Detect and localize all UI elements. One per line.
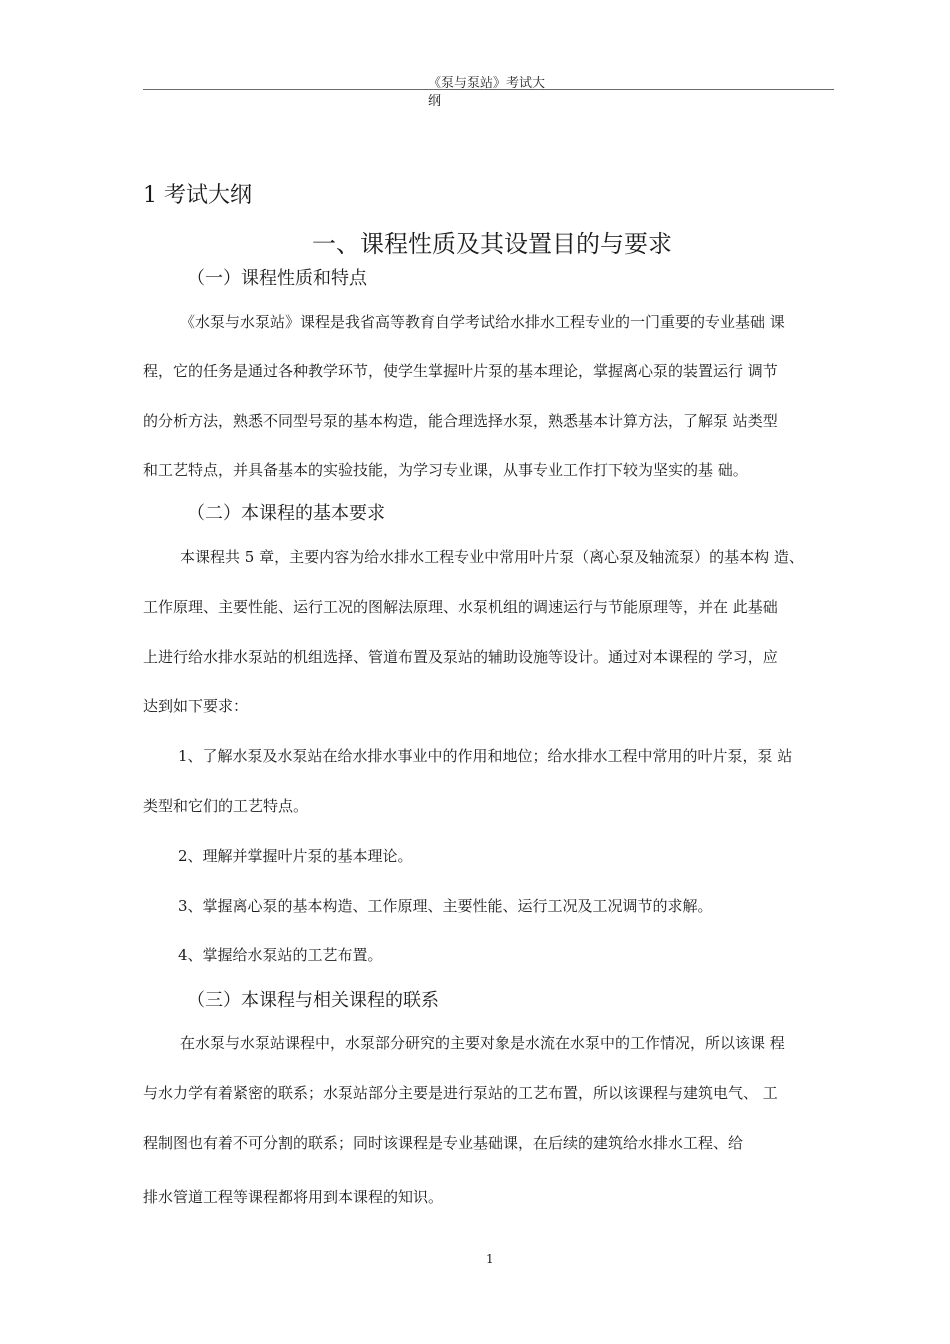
requirement-item: 2、理解并掌握叶片泵的基本理论。 <box>178 847 413 865</box>
section-title: 1 考试大纲 <box>143 183 252 208</box>
paragraph-line: 的分析方法，熟悉不同型号泵的基本构造，能合理选择水泵，熟悉基本计算方法，了解泵 站类型 <box>143 412 778 430</box>
paragraph-line: 和工艺特点，并具备基本的实验技能，为学习专业课，从事专业工作打下较为坚实的基 础。 <box>143 461 748 479</box>
requirement-item: 3、掌握离心泵的基本构造、工作原理、主要性能、运行工况及工况调节的求解。 <box>178 897 713 915</box>
requirement-item: 1、了解水泵及水泵站在给水排水事业中的作用和地位；给水排水工程中常用的叶片泵，泵 站 <box>178 747 793 765</box>
header-rule <box>143 89 834 90</box>
header-title-line1: 《泵与泵站》考试大 <box>428 76 546 91</box>
page-number: 1 <box>486 1252 494 1266</box>
chapter-title: 一、课程性质及其设置目的与要求 <box>312 230 672 258</box>
paragraph-line: 排水管道工程等课程都将用到本课程的知识。 <box>143 1188 444 1206</box>
paragraph-line: 程制图也有着不可分割的联系；同时该课程是专业基础课，在后续的建筑给水排水工程、给 <box>143 1134 744 1152</box>
paragraph-line: 本课程共 5 章，主要内容为给水排水工程专业中常用叶片泵（离心泵及轴流泵）的基本构 造、 <box>180 548 804 566</box>
paragraph-line: 与水力学有着紧密的联系；水泵站部分主要是进行泵站的工艺布置，所以该课程与建筑电气、 工 <box>143 1084 778 1102</box>
paragraph-line: 类型和它们的工艺特点。 <box>143 797 309 815</box>
header-title-line2: 纲 <box>428 94 442 109</box>
paragraph-line: 达到如下要求： <box>143 697 249 715</box>
subsection-heading-2: （二）本课程的基本要求 <box>187 503 385 524</box>
paragraph-line: 在水泵与水泵站课程中，水泵部分研究的主要对象是水流在水泵中的工作情况，所以该课 程 <box>180 1034 785 1052</box>
paragraph-line: 程，它的任务是通过各种教学环节，使学生掌握叶片泵的基本理论，掌握离心泵的装置运行 调节 <box>143 362 778 380</box>
subsection-heading-3: （三）本课程与相关课程的联系 <box>187 990 439 1011</box>
subsection-heading-1: （一）课程性质和特点 <box>187 268 367 289</box>
requirement-item: 4、掌握给水泵站的工艺布置。 <box>178 946 383 964</box>
paragraph-line: 《水泵与水泵站》课程是我省高等教育自学考试给水排水工程专业的一门重要的专业基础 课 <box>180 313 785 331</box>
paragraph-line: 工作原理、主要性能、运行工况的图解法原理、水泵机组的调速运行与节能原理等，并在 此基础 <box>143 598 778 616</box>
paragraph-line: 上进行给水排水泵站的机组选择、管道布置及泵站的辅助设施等设计。通过对本课程的 学习，应 <box>143 648 778 666</box>
